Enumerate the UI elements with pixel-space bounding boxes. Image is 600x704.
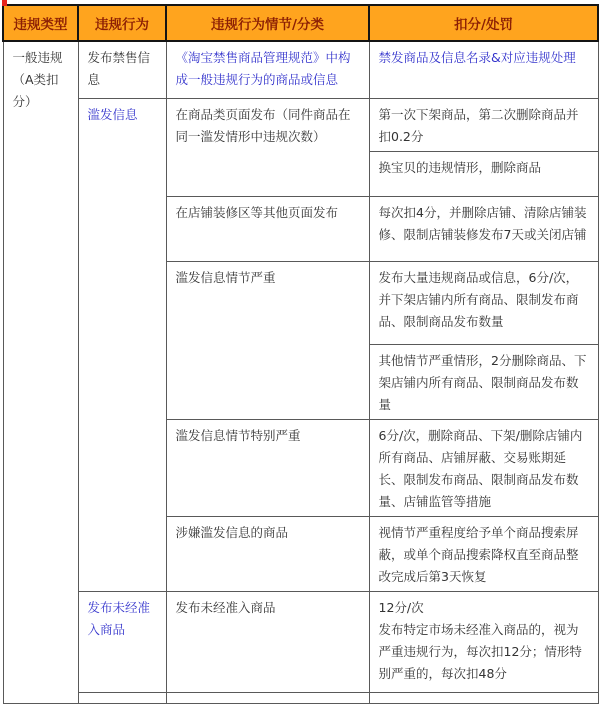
category-cell — [3, 41, 78, 704]
spam-info-link[interactable]: 滥发信息 — [87, 107, 138, 122]
detail-cell-spam-suspected: 涉嫌滥发信息的商品 — [166, 517, 369, 592]
column-header-behavior-detail: 违规行为情节/分类 — [166, 5, 369, 41]
unapproved-goods-penalty-line1: 12分/次 — [378, 600, 424, 615]
detail-cell-unapproved-goods: 发布未经准入商品 — [166, 592, 369, 693]
empty-cell — [166, 693, 369, 704]
behavior-cell-prohibited-info: 发布禁售信息 — [78, 41, 166, 99]
detail-cell-spam-product-page: 在商品类页面发布（同件商品在同一滥发情形中违规次数） — [166, 99, 369, 197]
empty-cell — [369, 693, 598, 704]
penalty-cell-prohibited-info — [369, 41, 598, 99]
detail-cell-spam-extra-serious: 滥发信息情节特别严重 — [166, 420, 369, 517]
penalty-cell-spam-swap-item: 换宝贝的违规情形，删除商品 — [369, 152, 598, 197]
penalty-cell-spam-decoration-area: 每次扣4分，并删除店铺、清除店铺装修、限制店铺装修发布7天或关闭店铺 — [369, 197, 598, 262]
behavior-cell-unapproved-goods — [78, 592, 166, 693]
column-header-violation-behavior: 违规行为 — [78, 5, 166, 41]
penalty-cell-spam-first-second: 第一次下架商品，第二次删除商品并扣0.2分 — [369, 99, 598, 152]
penalty-cell-spam-serious-other: 其他情节严重情形，2分删除商品、下架店铺内所有商品、限制商品发布数量 — [369, 345, 598, 420]
table-row — [3, 41, 598, 99]
detail-cell-prohibited-info — [166, 41, 369, 99]
column-header-penalty: 扣分/处罚 — [369, 5, 598, 41]
category-line2: （A类扣分） — [12, 72, 59, 109]
table-row — [3, 99, 598, 152]
table-row — [3, 592, 598, 693]
header-row — [3, 5, 598, 41]
penalty-cell-spam-suspected: 视情节严重程度给予单个商品搜索屏蔽，或单个商品搜索降权直至商品整改完成后第3天恢复 — [369, 517, 598, 592]
empty-cell — [78, 693, 166, 704]
violation-penalty-table — [2, 4, 599, 704]
unapproved-goods-link[interactable]: 发布未经准入商品 — [87, 600, 151, 637]
detail-cell-spam-serious: 滥发信息情节严重 — [166, 262, 369, 420]
category-line1: 一般违规 — [12, 50, 63, 65]
detail-cell-spam-decoration-area: 在店铺装修区等其他页面发布 — [166, 197, 369, 262]
unapproved-goods-penalty-line2: 发布特定市场未经准入商品的，视为严重违规行为，每次扣12分；情形特别严重的，每次扣48分 — [378, 622, 582, 681]
penalty-cell-unapproved-goods — [369, 592, 598, 693]
corner-red-mark — [2, 0, 7, 6]
prohibited-goods-catalog-link[interactable]: 禁发商品及信息名录&对应违规处理 — [378, 50, 576, 65]
behavior-cell-spam-info — [78, 99, 166, 592]
column-header-violation-type: 违规类型 — [3, 5, 78, 41]
penalty-cell-spam-serious-main: 发布大量违规商品或信息，6分/次，并下架店铺内所有商品、限制发布商品、限制商品发布数量 — [369, 262, 598, 345]
penalty-cell-spam-extra-serious: 6分/次，删除商品、下架/删除店铺内所有商品、店铺屏蔽、交易账期延长、限制发布商品、限制商品发布数量、店铺监管等措施 — [369, 420, 598, 517]
prohibited-goods-rule-link[interactable]: 《淘宝禁售商品管理规范》中构成一般违规行为的商品或信息 — [175, 50, 351, 87]
table-row-partial — [3, 693, 598, 704]
